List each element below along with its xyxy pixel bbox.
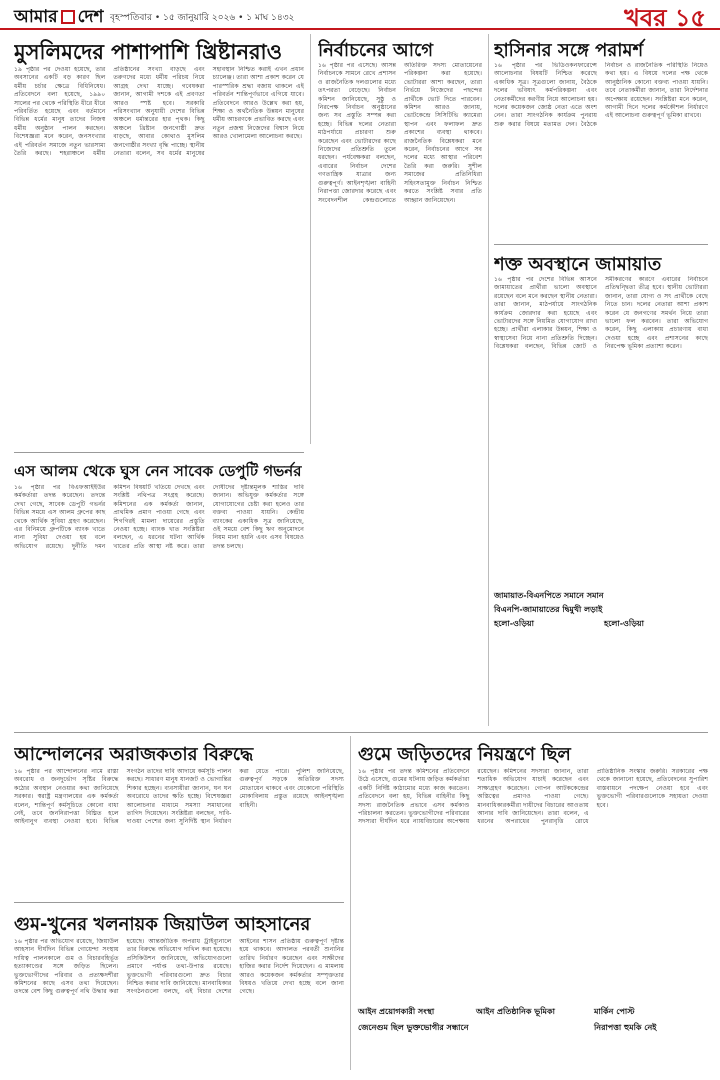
dateline: বৃহস্পতিবার • ১৫ জানুয়ারি ২০২৬ • ১ মাঘ ১৪৩২ [110, 13, 295, 23]
body-hasina: ১৬ পৃষ্ঠার পর ভিডিওকনফারেন্সে আলোচনার বিষয়টি নিশ্চিত করেছে একাধিক সূত্র। সূত্রগুলো জানায়, বৈঠকে দলের ভবিষ্যৎ কর্মপরিকল্পনা এবং নেতাকর্মীদের করণীয় নিয়ে আলোচনা হয়। দলের কয়েকজন জ্যেষ্ঠ নেতা এতে অংশ নেন। তারা সাংগঠনিক কার্যক্রম পুনরায় শুরু করার বিষয়ে মতামত দেন। বৈঠকে নির্বাচন ও রাজনৈতিক পরিস্থিতি নিয়েও কথা হয়। এ বিষয়ে দলের পক্ষ থেকে আনুষ্ঠানিক কোনো বক্তব্য পাওয়া যায়নি। তবে নেতাকর্মীরা জানান, তারা নির্দেশনার অপেক্ষায় রয়েছেন। সংশ্লিষ্টরা মনে করেন, আগামী দিনে দলের কর্মকৌশল নির্ধারণে এই আলোচনা গুরুত্বপূর্ণ ভূমিকা রাখবে। [494, 62, 708, 128]
body-enforced: ১৬ পৃষ্ঠার পর তদন্ত কমিশনের প্রতিবেদনে উঠে এসেছে, গুমের ঘটনায় জড়িত কর্মকর্তারা একটি নির্দিষ্ট কাঠামোর মধ্যে কাজ করতেন। প্রতিবেদনে বলা হয়, বিভিন্ন বাহিনীর কিছু সদস্য রাজনৈতিক প্রভাবে এসব কর্মকাণ্ড পরিচালনা করতেন। ভুক্তভোগীদের পরিবারের সদস্যরা দীর্ঘদিন ধরে ন্যায়বিচারের অপেক্ষায় রয়েছেন। কমিশনের সদস্যরা জানান, তারা শতাধিক অভিযোগ যাচাই করেছেন এবং সাক্ষ্যগ্রহণ করেছেন। গোপন আটককেন্দ্রের অস্তিত্বের প্রমাণও পাওয়া গেছে। মানবাধিকারকর্মীরা দায়ীদের বিচারের আওতায় আনার দাবি জানিয়েছেন। তারা বলেন, এ ধরনের অপরাধের পুনরাবৃত্তি রোধে প্রাতিষ্ঠানিক সংস্কার জরুরি। সরকারের পক্ষ থেকে জানানো হয়েছে, প্রতিবেদনের সুপারিশ বাস্তবায়নে পদক্ষেপ নেওয়া হবে এবং ভুক্তভোগী পরিবারগুলোকে সহায়তা দেওয়া হবে। [358, 768, 708, 826]
subhead-enforced-5: নিরাপত্তা হুমকি নেই [594, 1023, 657, 1032]
logo-left-text: আমার [14, 7, 58, 27]
headline-christians: মুসলিমদের পাশাপাশি খ্রিষ্টানরাও [14, 40, 283, 64]
section-rule [14, 732, 708, 733]
section-title: খবর ১৫ [624, 4, 706, 32]
headline-jamaat: শক্ত অবস্থানে জামায়াত [494, 254, 662, 275]
body-christians: ১৯ পৃষ্ঠার পর দেওয়া হয়েছে, তার অবসানের একটি বড় কারণ ছিল ধর্মীয় চর্চার ক্ষেত্রে বিধিনিষেধ। প্রতিবেদনে বলা হয়েছে, ১৯৯০ সালের পর থেকে পরিস্থিতি ধীরে ধীরে পরিবর্তিত হয়েছে এবং বর্তমানে বিভিন্ন ধর্মের মানুষ তাদের নিজস্ব ধর্মীয় অনুষ্ঠান পালন করছেন। বিশেষজ্ঞরা মনে করেন, জনসংখ্যার এই পরিবর্তন সমাজে নতুন ভারসাম্য তৈরি করছে। শহরাঞ্চলে ধর্মীয় প্রতিষ্ঠানের সংখ্যা বাড়ছে এবং তরুণদের মধ্যে ধর্মীয় পরিচয় নিয়ে আগ্রহ দেখা যাচ্ছে। গবেষকরা জানান, আগামী দশকে এই প্রবণতা আরও স্পষ্ট হবে। সরকারি পরিসংখ্যান অনুযায়ী দেশের বিভিন্ন অঞ্চলে ধর্মান্তরের হার পৃথক। কিছু অঞ্চলে খ্রিষ্টান জনগোষ্ঠী দ্রুত বাড়ছে, আবার কোথাও মুসলিম জনগোষ্ঠীর সংখ্যা বৃদ্ধি পাচ্ছে। স্থানীয় নেতারা বলেন, সব ধর্মের মানুষের সহাবস্থান নিশ্চিত করাই এখন প্রধান চ্যালেঞ্জ। তারা আশা প্রকাশ করেন যে পারস্পরিক শ্রদ্ধা বজায় থাকলে এই পরিবর্তন শান্তিপূর্ণভাবে এগিয়ে যাবে। প্রতিবেদনে আরও উল্লেখ করা হয়, শিক্ষা ও অর্থনৈতিক উন্নয়ন মানুষের ধর্মীয় আচরণকে প্রভাবিত করছে এবং নতুন প্রজন্ম নিজেদের বিশ্বাস নিয়ে আরও খোলামেলা আলোচনা করছে। [14, 66, 304, 158]
body-deputy-governor: ১৬ পৃষ্ঠার পর বিএফআইইউর কর্মকর্তারা তদন্ত করেছেন। তদন্তে দেখা গেছে, সাবেক ডেপুটি গভর্নর বিভিন্ন সময়ে এস আলম গ্রুপের কাছ থেকে আর্থিক সুবিধা গ্রহণ করেছেন। এর বিনিময়ে গ্রুপটিকে ব্যাংক খাতে নানা সুবিধা দেওয়া হয় বলে অভিযোগ রয়েছে। দুর্নীতি দমন কমিশন বিষয়টি খতিয়ে দেখছে এবং সংশ্লিষ্ট নথিপত্র সংগ্রহ করেছে। কমিশনের এক কর্মকর্তা জানান, প্রাথমিক প্রমাণ পাওয়া গেছে এবং শিগগিরই মামলা দায়েরের প্রস্তুতি নেওয়া হচ্ছে। ব্যাংক খাত সংশ্লিষ্টরা বলছেন, এ ধরনের ঘটনা আর্থিক খাতের প্রতি আস্থা নষ্ট করে। তারা দোষীদের দৃষ্টান্তমূলক শাস্তির দাবি জানান। অভিযুক্ত কর্মকর্তার সঙ্গে যোগাযোগের চেষ্টা করা হলেও তার বক্তব্য পাওয়া যায়নি। কেন্দ্রীয় ব্যাংকের একাধিক সূত্র জানিয়েছে, ওই সময়ে বেশ কিছু ঋণ অনুমোদনে নিয়ম মানা হয়নি এবং এসব বিষয়েও তদন্ত চলছে। [14, 484, 304, 550]
body-jamaat: ১৬ পৃষ্ঠার পর দেশের বিভিন্ন আসনে জামায়াতের প্রার্থীরা ভালো অবস্থানে রয়েছেন বলে মনে করছেন স্থানীয় নেতারা। তারা জানান, মাঠপর্যায়ে সাংগঠনিক কার্যক্রম জোরদার করা হয়েছে এবং ভোটারদের সঙ্গে নিয়মিত যোগাযোগ রাখা হচ্ছে। প্রার্থীরা এলাকার উন্নয়ন, শিক্ষা ও স্বাস্থ্যসেবা নিয়ে নানা প্রতিশ্রুতি দিচ্ছেন। বিশ্লেষকরা বলছেন, বিভিন্ন জোট ও সমীকরণের কারণে এবারের নির্বাচনে প্রতিদ্বন্দ্বিতা তীব্র হবে। স্থানীয় ভোটাররা জানান, তারা যোগ্য ও সৎ প্রার্থীকে বেছে নিতে চান। দলের নেতারা আশা প্রকাশ করেন যে জনগণের সমর্থন নিয়ে তারা ভালো ফল করবেন। তারা অভিযোগ করেন, কিছু এলাকায় প্রচারণায় বাধা দেওয়া হচ্ছে এবং প্রশাসনের কাছে নিরপেক্ষ ভূমিকা প্রত্যাশা করেন। [494, 276, 708, 351]
subhead-enforced-4: জেনেগুম ছিল ভুক্তভোগীর সন্ধানে [358, 1023, 469, 1032]
headline-election: নির্বাচনের আগে [318, 40, 434, 61]
headline-ziaul: গুম-খুনের খলনায়ক জিয়াউল আহসানের [14, 914, 311, 935]
headline-deputy-governor: এস আলম থেকে ঘুস নেন সাবেক ডেপুটি গভর্নর [14, 462, 302, 480]
subhead-enforced-2: আইন প্রতিষ্ঠানিক ভূমিকা [476, 1007, 555, 1016]
subhead-jamaat-4: হলো-ওড়িয়া [604, 619, 644, 628]
logo-right-text: দেশ [77, 7, 104, 27]
subhead-jamaat-3: হলো-ওড়িয়া [494, 619, 534, 628]
section-rule [14, 902, 344, 903]
column-divider [350, 736, 351, 1070]
body-ziaul: ১৬ পৃষ্ঠার পর অভিযোগ রয়েছে, জিয়াউল আহসান দীর্ঘদিন বিভিন্ন গোয়েন্দা সংস্থায় দায়িত্ব পালনকালে গুম ও বিচারবহির্ভূত হত্যাকাণ্ডের সঙ্গে জড়িত ছিলেন। ভুক্তভোগীদের পরিবার ও প্রত্যক্ষদর্শীরা কমিশনের কাছে এসব তথ্য দিয়েছেন। তদন্তে বেশ কিছু গুরুত্বপূর্ণ নথি উদ্ধার করা হয়েছে। আন্তর্জাতিক অপরাধ ট্রাইব্যুনালে তার বিরুদ্ধে অভিযোগ দাখিল করা হয়েছে। প্রসিকিউশন জানিয়েছে, অভিযোগগুলো প্রমাণে পর্যাপ্ত তথ্য-উপাত্ত রয়েছে। ভুক্তভোগী পরিবারগুলো দ্রুত বিচার নিশ্চিত করার দাবি জানিয়েছে। মানবাধিকার সংগঠনগুলো বলছে, এই বিচার দেশের আইনের শাসন প্রতিষ্ঠায় গুরুত্বপূর্ণ দৃষ্টান্ত হয়ে থাকবে। আদালত পরবর্তী শুনানির তারিখ নির্ধারণ করেছেন এবং সাক্ষীদের হাজির করার নির্দেশ দিয়েছেন। এ মামলায় আরও কয়েকজন কর্মকর্তার সম্পৃক্ততার বিষয়ও খতিয়ে দেখা হচ্ছে বলে জানা গেছে। [14, 938, 344, 996]
headline-hasina: হাসিনার সঙ্গে পরামর্শ [494, 40, 644, 61]
newspaper-logo [14, 4, 103, 32]
logo-box-icon [61, 10, 75, 24]
body-movement: ১৬ পৃষ্ঠার পর আন্দোলনের নামে রাস্তা অবরোধ ও জনদুর্ভোগ সৃষ্টির বিরুদ্ধে কঠোর অবস্থান নেওয়ার কথা জানিয়েছে সরকার। স্বরাষ্ট্র মন্ত্রণালয়ের এক কর্মকর্তা বলেন, শান্তিপূর্ণ কর্মসূচিতে কোনো বাধা নেই, তবে জননিরাপত্তা বিঘ্নিত হলে আইনানুগ ব্যবস্থা নেওয়া হবে। বিভিন্ন সংগঠন তাদের দাবি আদায়ে কর্মসূচি পালন করছে। সাধারণ মানুষ যানজট ও ভোগান্তির শিকার হচ্ছেন। ব্যবসায়ীরা জানান, ঘন ঘন অবরোধে তাদের ক্ষতি হচ্ছে। বিশেষজ্ঞরা আলোচনার মাধ্যমে সমস্যা সমাধানের তাগিদ দিয়েছেন। সংশ্লিষ্টরা বলছেন, দাবি-দাওয়া পেশের জন্য সুনির্দিষ্ট স্থান নির্ধারণ করা যেতে পারে। পুলিশ জানিয়েছে, গুরুত্বপূর্ণ সড়কে অতিরিক্ত সদস্য মোতায়েন থাকবে এবং যেকোনো পরিস্থিতি মোকাবিলায় প্রস্তুত রয়েছে আইনশৃঙ্খলা বাহিনী। [14, 768, 344, 826]
body-election: ১৬ পৃষ্ঠার পর এসেছে। আসন্ন নির্বাচনকে সামনে রেখে প্রশাসন ও রাজনৈতিক দলগুলোর মধ্যে তৎপরতা বেড়েছে। নির্বাচন কমিশন জানিয়েছে, সুষ্ঠু ও নিরপেক্ষ নির্বাচন অনুষ্ঠানের জন্য সব প্রস্তুতি সম্পন্ন করা হচ্ছে। বিভিন্ন দলের নেতারা মাঠপর্যায়ে প্রচারণা শুরু করেছেন এবং ভোটারদের কাছে নিজেদের প্রতিশ্রুতি তুলে ধরছেন। পর্যবেক্ষকরা বলছেন, এবারের নির্বাচন দেশের গণতান্ত্রিক যাত্রার জন্য গুরুত্বপূর্ণ। আইনশৃঙ্খলা বাহিনী নিরাপত্তা জোরদার করেছে এবং সংবেদনশীল কেন্দ্রগুলোতে অতিরিক্ত সদস্য মোতায়েনের পরিকল্পনা করা হয়েছে। ভোটাররা আশা করছেন, তারা নির্ভয়ে নিজেদের পছন্দের প্রার্থীকে ভোট দিতে পারবেন। কমিশন আরও জানায়, ভোটকেন্দ্রে সিসিটিভি ক্যামেরা স্থাপন এবং ফলাফল দ্রুত প্রকাশের ব্যবস্থা থাকবে। রাজনৈতিক বিশ্লেষকরা মনে করেন, নির্বাচনের আগে সব দলের মধ্যে আস্থার পরিবেশ তৈরি করা জরুরি। সুশীল সমাজের প্রতিনিধিরা সহিংসতামুক্ত নির্বাচন নিশ্চিত করতে সংশ্লিষ্ট সবার প্রতি আহ্বান জানিয়েছেন। [318, 62, 482, 204]
subhead-jamaat-2: বিএনপি-জামায়াতের দ্বিমুখী লড়াই [494, 605, 603, 614]
column-divider [488, 34, 489, 726]
headline-movement: আন্দোলনের অরাজকতার বিরুদ্ধে [14, 744, 254, 765]
headline-enforced: গুমে জড়িতদের নিয়ন্ত্রণে ছিল [358, 744, 571, 765]
subhead-enforced-1: আইন প্রয়োগকারী সংস্থা [358, 1007, 435, 1016]
column-divider [310, 34, 311, 444]
masthead [0, 0, 720, 30]
section-rule [14, 452, 304, 453]
subhead-jamaat-1: জামায়াত-বিএনপিতে সমানে সমান [494, 591, 604, 600]
subhead-enforced-3: মার্কিন পোস্ট [594, 1007, 635, 1016]
section-rule [494, 244, 708, 245]
